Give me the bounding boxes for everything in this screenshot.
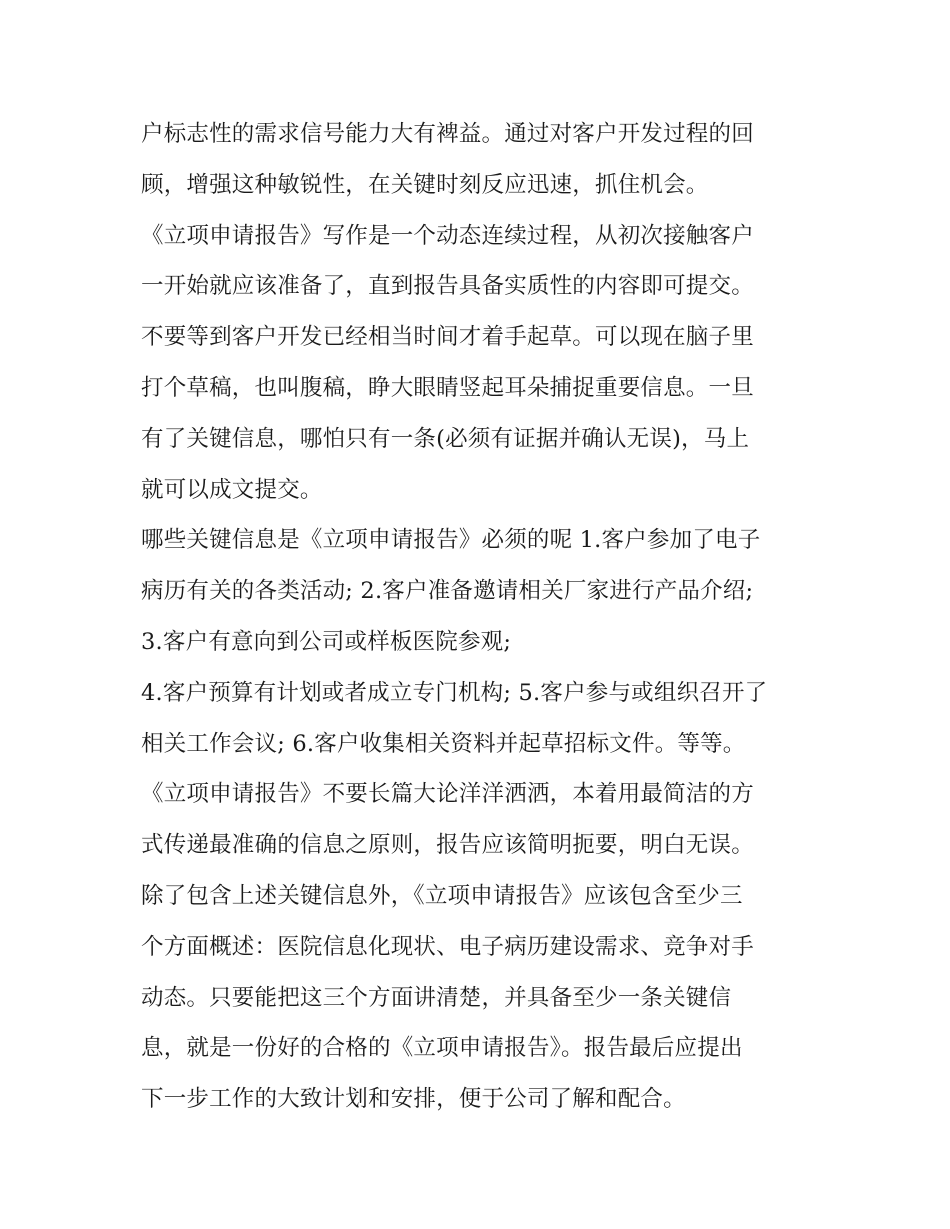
text-line: 下一步工作的大致计划和安排，便于公司了解和配合。 <box>141 1086 686 1113</box>
text-line: 顾，增强这种敏锐性，在关键时刻反应迅速，抓住机会。 <box>141 171 709 198</box>
text-line: 动态。只要能把这三个方面讲清楚，并具备至少一条关键信 <box>141 984 732 1011</box>
text-line: 哪些关键信息是《立项申请报告》必须的呢 1.客户参加了电子 <box>141 527 761 554</box>
text-line: 户标志性的需求信号能力大有裨益。通过对客户开发过程的回 <box>141 121 754 147</box>
text-line: 有了关键信息，哪怕只有一条(必须有证据并确认无误)，马上 <box>141 425 750 452</box>
text-line: 就可以成文提交。 <box>141 476 323 503</box>
text-line: 《立项申请报告》不要长篇大论洋洋洒洒，本着用最简洁的方 <box>141 781 754 808</box>
text-line: 病历有关的各类活动; 2.客户准备邀请相关厂家进行产品介绍; <box>141 578 754 605</box>
text-line: 《立项申请报告》写作是一个动态连续过程，从初次接触客户 <box>141 222 754 249</box>
text-line: 式传递最准确的信息之原则，报告应该简明扼要，明白无误。 <box>141 832 754 859</box>
text-line: 4.客户预算有计划或者成立专门机构; 5.客户参与或组织召开了 <box>141 679 768 706</box>
text-line: 相关工作会议; 6.客户收集相关资料并起草招标文件。等等。 <box>141 730 746 757</box>
text-line: 一开始就应该准备了，直到报告具备实质性的内容即可提交。 <box>141 273 754 300</box>
text-line: 不要等到客户开发已经相当时间才着手起草。可以现在脑子里 <box>141 324 754 351</box>
document-body <box>141 109 821 1125</box>
text-line: 3.客户有意向到公司或样板医院参观; <box>141 628 512 655</box>
text-line: 打个草稿，也叫腹稿，睁大眼睛竖起耳朵捕捉重要信息。一旦 <box>141 374 754 401</box>
text-line: 个方面概述：医院信息化现状、电子病历建设需求、竞争对手 <box>141 933 754 960</box>
text-line: 息，就是一份好的合格的《立项申请报告》。报告最后应提出 <box>141 1035 743 1062</box>
text-line: 除了包含上述关键信息外，《立项申请报告》应该包含至少三 <box>141 882 743 909</box>
